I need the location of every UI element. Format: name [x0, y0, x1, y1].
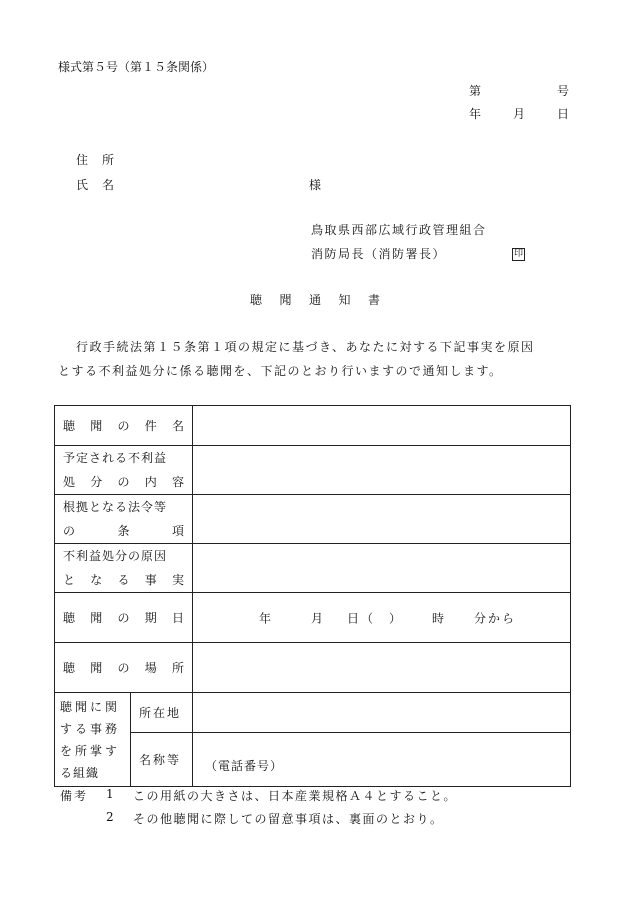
table-row-office-name: [55, 733, 571, 787]
date-month-label: 月: [311, 611, 324, 625]
number-suffix: 号: [556, 84, 569, 98]
seal-icon: 印: [514, 249, 524, 259]
phone-number-label: （電話番号）: [205, 759, 284, 773]
note-1-number: 1: [106, 787, 114, 801]
table-row-date: [55, 593, 571, 643]
value-subject[interactable]: [193, 406, 571, 446]
title-char: 書: [367, 293, 380, 307]
issuer-organization: 鳥取県西部広域行政管理組合: [311, 223, 487, 237]
table-row-legal-basis: [55, 495, 571, 544]
form-number-label: 様式第５号（第１５条関係）: [58, 60, 215, 74]
recipient-honorific: 様: [309, 178, 322, 192]
value-legal-basis[interactable]: [193, 495, 571, 544]
label-office-location: 所在地: [131, 693, 193, 733]
label-place: 聴 聞 の 場 所: [55, 643, 193, 693]
body-line-2: とする不利益処分に係る聴聞を、下記のとおり行いますので通知します。: [58, 364, 503, 378]
value-date[interactable]: [193, 593, 571, 643]
name-char: 氏: [76, 178, 89, 192]
date-hour-label: 時: [432, 611, 445, 625]
label-legal-basis: 根拠となる法令等 の 条 項: [55, 495, 193, 544]
date-month: 月: [512, 107, 525, 121]
value-place[interactable]: [193, 643, 571, 693]
address-char: 所: [101, 153, 114, 167]
table-row-place: [55, 643, 571, 693]
issuer-title: 消防局長（消防署長）: [311, 247, 447, 261]
title-char: 通: [308, 293, 321, 307]
label-date: 聴 聞 の 期 日: [55, 593, 193, 643]
date-day-label: 日（ ）: [347, 611, 404, 625]
value-office-name[interactable]: [193, 733, 571, 787]
name-char: 名: [101, 178, 114, 192]
label-office: 聴聞に関 する事務 を所掌す る組織: [55, 693, 131, 787]
table-row-cause: [55, 544, 571, 593]
table-row-office-location: [55, 693, 571, 733]
seal-mark: [512, 245, 525, 261]
date-minute-label: 分から: [474, 611, 517, 625]
title-char: 聞: [279, 293, 292, 307]
label-planned-disposition: 予定される不利益 処 分 の 内 容: [55, 446, 193, 495]
table-row-planned-disposition: [55, 446, 571, 495]
note-2-text: その他聴聞に際しての留意事項は、裏面のとおり。: [133, 812, 444, 826]
notes-label: 備考: [60, 789, 89, 803]
value-cause[interactable]: [193, 544, 571, 593]
number-prefix: 第: [469, 84, 482, 98]
address-char: 住: [76, 153, 89, 167]
date-day: 日: [556, 107, 569, 121]
recipient-name-label: [76, 176, 114, 193]
document-date-line: [469, 105, 569, 122]
recipient-address-label: [76, 151, 114, 168]
body-line-1: 行政手続法第１５条第１項の規定に基づき、あなたに対する下記事実を原因: [76, 340, 535, 354]
table-row-subject: [55, 406, 571, 446]
value-planned-disposition[interactable]: [193, 446, 571, 495]
title-char: 知: [338, 293, 351, 307]
title-char: 聴: [250, 293, 263, 307]
label-subject: 聴 聞 の 件 名: [55, 406, 193, 446]
label-office-name: 名称等: [131, 733, 193, 787]
date-year-label: 年: [259, 611, 272, 625]
document-number-line: [469, 82, 569, 99]
value-office-location[interactable]: [193, 693, 571, 733]
hearing-details-table: [54, 405, 571, 787]
document-title: [250, 291, 380, 308]
label-cause: 不利益処分の原因 と な る 事 実: [55, 544, 193, 593]
date-year: 年: [469, 107, 482, 121]
note-2-number: 2: [106, 810, 114, 824]
note-1-text: この用紙の大きさは、日本産業規格Ａ４とすること。: [133, 789, 458, 803]
